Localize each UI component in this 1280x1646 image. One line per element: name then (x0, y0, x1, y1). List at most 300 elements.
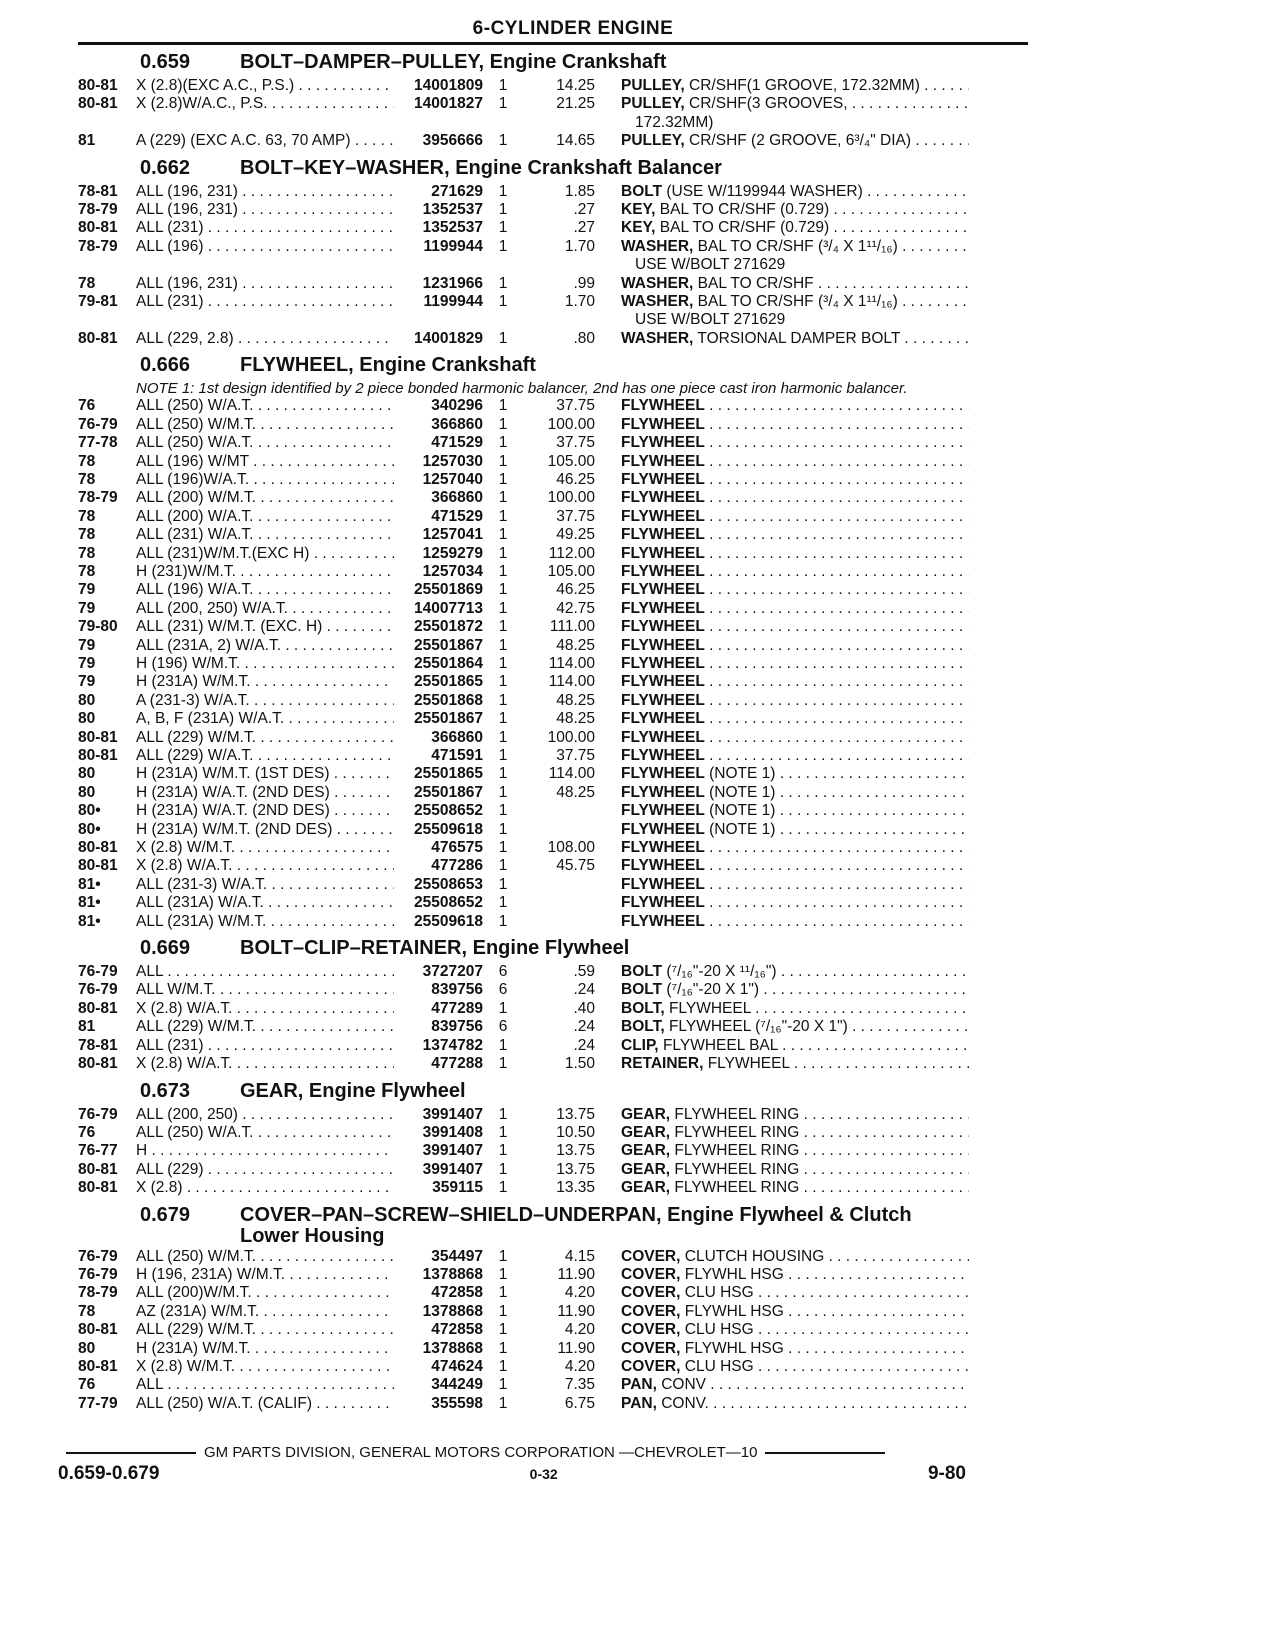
row-quantity: 1 (498, 618, 508, 636)
row-description (621, 1284, 969, 1302)
row-description (621, 747, 969, 765)
row-description-detail: CR/SHF(3 GROOVES, (689, 95, 848, 113)
row-year: 80-81 (78, 1321, 118, 1339)
part-row (78, 839, 1028, 857)
part-row (78, 1018, 1028, 1036)
part-row (78, 894, 1028, 912)
section-title: BOLT–CLIP–RETAINER, Engine Flywheel (240, 937, 630, 960)
row-application: ALL (250) W/A.T. . . . (136, 397, 394, 415)
row-price: 10.50 (556, 1123, 595, 1141)
row-quantity: 1 (498, 470, 508, 488)
row-year: 80-81 (78, 747, 118, 764)
row-description (621, 765, 969, 783)
row-description-noun: CLIP, (621, 1036, 659, 1054)
row-year: 79-80 (78, 618, 118, 636)
row-description-noun: FLYWHEEL (621, 691, 705, 709)
row-part-number: 1352537 (394, 219, 483, 237)
row-application: ALL (229) W/A.T. . . . (136, 747, 394, 765)
row-year: 78-79 (78, 489, 118, 507)
row-quantity: 1 (498, 1339, 508, 1357)
row-quantity: 1 (498, 1376, 508, 1394)
row-application: H (231A) W/M.T. . . . (136, 1340, 394, 1358)
row-description-noun: BOLT (621, 963, 663, 981)
row-description-detail: CONV. (661, 1394, 709, 1412)
row-application: ALL W/M.T. . . . (136, 981, 394, 999)
section-header (78, 51, 1028, 74)
row-quantity: 1 (498, 1142, 508, 1160)
section-header (78, 1204, 1028, 1227)
row-description (621, 1321, 969, 1339)
header-rule (78, 42, 1028, 45)
row-description-detail: FLYWHEEL RING (674, 1179, 800, 1197)
row-description-noun: FLYWHEEL (621, 507, 705, 525)
row-quantity: 1 (498, 182, 508, 200)
row-price: 4.20 (564, 1284, 595, 1302)
row-part-number: 25501865 (394, 765, 483, 783)
row-year: 76-79 (78, 1265, 118, 1283)
row-application: ALL (200, 250) W/A.T. . . . (136, 600, 394, 618)
part-row (78, 183, 1028, 201)
row-description (621, 894, 969, 912)
row-quantity: 1 (498, 95, 508, 113)
row-description (621, 471, 969, 489)
row-year: 79 (78, 654, 96, 672)
row-application: ALL (231) W/M.T. (EXC. H) . . . (136, 618, 394, 636)
row-description-detail: FLYWHEEL RING (674, 1105, 800, 1123)
row-description-detail: FLYWHEEL RING (674, 1123, 800, 1141)
row-application: ALL (231)W/M.T.(EXC H) . . . (136, 545, 394, 563)
catalog-page (78, 18, 1028, 1413)
row-year: 78-79 (78, 201, 118, 219)
part-row (78, 1055, 1028, 1073)
row-year: 79 (78, 599, 96, 617)
row-application: ALL (229) W/M.T. . . . (136, 729, 394, 747)
row-part-number: 25501865 (394, 673, 483, 691)
row-description-noun: FLYWHEEL (621, 839, 705, 857)
row-year: 78 (78, 507, 96, 525)
footer-bottom (58, 1463, 978, 1485)
row-description-noun: WASHER, (621, 329, 694, 347)
row-part-number: 3991408 (394, 1124, 483, 1142)
row-year: 78-81 (78, 1036, 118, 1054)
row-price: 108.00 (547, 839, 595, 857)
section-number: 0.666 (140, 354, 191, 377)
part-row (78, 1000, 1028, 1018)
row-quantity: 1 (498, 1036, 508, 1054)
row-description-detail: TORSIONAL DAMPER BOLT (697, 329, 901, 347)
row-description (621, 508, 969, 526)
row-part-number: 25501864 (394, 655, 483, 673)
row-description-detail: CONV (661, 1376, 706, 1394)
part-row (78, 963, 1028, 981)
part-row (78, 765, 1028, 783)
row-application: ALL (231-3) W/A.T. . . . (136, 876, 394, 894)
row-part-number: 3991407 (394, 1142, 483, 1160)
row-part-number: 471591 (394, 747, 483, 765)
row-description (621, 963, 969, 981)
row-description-noun: FLYWHEEL (621, 581, 705, 599)
row-description (621, 256, 983, 274)
row-description-noun: FLYWHEEL (621, 802, 705, 820)
row-description-noun: FLYWHEEL (621, 397, 705, 415)
row-description (621, 673, 969, 691)
row-part-number: 477288 (394, 1055, 483, 1073)
row-description-noun: FLYWHEEL (621, 636, 705, 654)
row-description (621, 857, 969, 875)
row-part-number: 25501867 (394, 637, 483, 655)
row-quantity: 1 (498, 1123, 508, 1141)
row-application: A (229) (EXC A.C. 63, 70 AMP) . . . (136, 132, 394, 150)
row-description-detail: CLU HSG (684, 1357, 754, 1375)
part-row (78, 600, 1028, 618)
row-quantity: 1 (498, 1321, 508, 1339)
row-description-noun: KEY, (621, 201, 656, 219)
row-price: 13.75 (556, 1160, 595, 1178)
row-application: X (2.8) W/M.T. . . . (136, 1358, 394, 1376)
part-row (78, 1284, 1028, 1302)
row-description (621, 981, 969, 999)
row-description-noun: FLYWHEEL (621, 894, 705, 912)
row-description-noun: FLYWHEEL (621, 673, 705, 691)
row-description-noun: GEAR, (621, 1105, 671, 1123)
row-application: ALL (231A, 2) W/A.T. . . . (136, 637, 394, 655)
row-application: A (231-3) W/A.T. . . . (136, 692, 394, 710)
part-row (78, 981, 1028, 999)
row-description-detail: BAL TO CR/SHF (0.729) (659, 201, 830, 219)
row-price: .27 (573, 219, 595, 237)
row-part-number: 3727207 (394, 963, 483, 981)
row-description-noun: GEAR, (621, 1123, 671, 1141)
part-row (78, 581, 1028, 599)
row-application: X (2.8) W/A.T. . . . (136, 857, 394, 875)
row-description-detail: (USE W/1199944 WASHER) (666, 182, 863, 200)
row-price: 114.00 (548, 765, 595, 783)
row-description-noun: GEAR, (621, 1142, 671, 1160)
row-part-number: 471529 (394, 434, 483, 452)
row-description (621, 201, 969, 219)
part-row (78, 1358, 1028, 1376)
row-year: 80-81 (78, 728, 118, 746)
row-part-number: 25501868 (394, 692, 483, 710)
row-description (621, 581, 969, 599)
section-number: 0.659 (140, 51, 191, 73)
row-quantity: 1 (498, 489, 508, 507)
part-row (78, 1266, 1028, 1284)
row-application: ALL . . . (136, 1376, 394, 1394)
part-row (78, 330, 1028, 348)
row-quantity: 1 (498, 728, 508, 746)
part-row (78, 114, 1028, 132)
row-description-detail: CR/SHF(1 GROOVE, 172.32MM) (689, 77, 920, 94)
row-price: 11.90 (557, 1302, 595, 1320)
row-part-number: 839756 (394, 981, 483, 999)
row-application: ALL (229) . . . (136, 1161, 394, 1179)
part-row (78, 471, 1028, 489)
row-quantity: 1 (498, 636, 508, 654)
row-description-noun: PAN, (621, 1376, 657, 1394)
row-description (621, 1037, 969, 1055)
row-price: .24 (573, 981, 595, 999)
row-quantity: 1 (498, 1179, 508, 1197)
row-description-noun: BOLT, (621, 999, 665, 1017)
row-part-number: 25501869 (394, 581, 483, 599)
row-part-number: 1374782 (394, 1037, 483, 1055)
row-description (621, 545, 969, 563)
row-description (621, 1018, 969, 1036)
part-row (78, 1303, 1028, 1321)
row-description (621, 238, 969, 256)
row-year: 76 (78, 397, 96, 415)
row-description-noun: FLYWHEEL (621, 562, 705, 580)
row-application: ALL (196) W/A.T. . . . (136, 581, 394, 599)
footer-line (58, 1444, 978, 1461)
row-application: H (196) W/M.T. . . . (136, 655, 394, 673)
section-title: COVER–PAN–SCREW–SHIELD–UNDERPAN, Engine Flywheel & Clutch (240, 1203, 912, 1226)
row-description-detail: CR/SHF (2 GROOVE, 6³/₄" DIA) (689, 132, 912, 150)
row-part-number: 1378868 (394, 1303, 483, 1321)
row-application: X (2.8) W/A.T. . . . (136, 1055, 394, 1073)
row-quantity: 1 (498, 507, 508, 525)
row-description (621, 821, 969, 839)
section-title: BOLT–KEY–WASHER, Engine Crankshaft Balancer (240, 156, 722, 179)
row-part-number: 25501867 (394, 784, 483, 802)
row-part-number: 355598 (394, 1395, 483, 1413)
row-application: ALL (196)W/A.T. . . . (136, 471, 394, 489)
row-price: .99 (573, 274, 595, 292)
row-description-noun: FLYWHEEL (621, 710, 705, 728)
row-description (621, 95, 969, 113)
row-quantity: 1 (498, 293, 508, 311)
row-description (621, 563, 969, 581)
part-row (78, 201, 1028, 219)
row-description-noun: COVER, (621, 1357, 681, 1375)
row-year: 78 (78, 274, 96, 292)
row-application: X (2.8) . . . (136, 1179, 394, 1197)
section-number: 0.662 (140, 156, 191, 179)
row-application: X (2.8) W/M.T. . . . (136, 839, 394, 857)
row-quantity: 1 (498, 820, 508, 838)
row-description (621, 1179, 969, 1197)
row-price: 45.75 (556, 857, 595, 875)
row-year: 80-81 (78, 1160, 118, 1178)
row-description-noun: FLYWHEEL (621, 618, 705, 636)
part-row (78, 256, 1028, 274)
row-part-number: 1259279 (394, 545, 483, 563)
row-quantity: 1 (498, 219, 508, 237)
row-part-number: 340296 (394, 397, 483, 415)
row-year: 81• (78, 894, 101, 912)
row-part-number: 366860 (394, 416, 483, 434)
row-description (621, 1395, 969, 1413)
part-row (78, 489, 1028, 507)
part-row (78, 434, 1028, 452)
row-application: ALL (231) . . . (136, 1037, 394, 1055)
row-description-noun: FLYWHEEL (621, 783, 705, 801)
row-application: ALL (200) W/M.T. . . . (136, 489, 394, 507)
row-year: 80-81 (78, 329, 118, 347)
row-description-noun: WASHER, (621, 274, 694, 292)
row-description (621, 453, 969, 471)
row-description-noun: WASHER, (621, 293, 694, 311)
row-price: 4.20 (564, 1321, 595, 1339)
row-part-number: 3991407 (394, 1106, 483, 1124)
row-year: 80-81 (78, 95, 118, 113)
row-year: 80 (78, 691, 96, 709)
part-row (78, 857, 1028, 875)
row-description-noun: FLYWHEEL (621, 875, 705, 893)
section-header (78, 354, 1028, 377)
row-year: 76-79 (78, 415, 118, 433)
row-quantity: 1 (498, 1394, 508, 1412)
part-row (78, 1340, 1028, 1358)
row-quantity: 1 (498, 526, 508, 544)
row-part-number: 25508652 (394, 802, 483, 820)
part-row (78, 637, 1028, 655)
row-description-noun: FLYWHEEL (621, 452, 705, 470)
row-application: ALL (196, 231) . . . (136, 201, 394, 219)
row-quantity: 1 (498, 783, 508, 801)
row-price: 11.90 (557, 1265, 595, 1283)
row-price: 1.50 (564, 1055, 595, 1073)
section-title-line2: Lower Housing (240, 1224, 385, 1247)
row-quantity: 1 (498, 839, 508, 857)
row-quantity: 1 (498, 1284, 508, 1302)
row-description-noun: FLYWHEEL (621, 912, 705, 930)
row-part-number: 25509618 (394, 821, 483, 839)
row-description-noun: PULLEY, (621, 132, 685, 150)
row-price: 111.00 (549, 618, 595, 636)
row-description-noun: FLYWHEEL (621, 820, 705, 838)
row-part-number: 839756 (394, 1018, 483, 1036)
row-price: 13.35 (556, 1179, 595, 1197)
row-price: 4.20 (564, 1357, 595, 1375)
part-row (78, 802, 1028, 820)
row-description-detail: FLYWHEEL RING (674, 1142, 800, 1160)
row-price: 46.25 (556, 470, 595, 488)
row-year: 79 (78, 673, 96, 691)
row-price: 14.65 (556, 132, 595, 150)
row-year: 76-79 (78, 981, 118, 999)
row-year: 79 (78, 581, 96, 599)
row-price: .24 (573, 1018, 595, 1036)
row-price: 114.00 (548, 654, 595, 672)
row-price: 48.25 (556, 710, 595, 728)
row-description (621, 526, 969, 544)
row-price: 11.90 (557, 1339, 595, 1357)
row-part-number: 471529 (394, 508, 483, 526)
row-year: 80-81 (78, 77, 118, 94)
row-application: A, B, F (231A) W/A.T. . . . (136, 710, 394, 728)
sections-container (78, 51, 1028, 1413)
part-row (78, 729, 1028, 747)
row-year: 78-79 (78, 1284, 118, 1302)
row-description-detail: CLU HSG (684, 1284, 754, 1302)
row-description-detail: USE W/BOLT 271629 (635, 311, 786, 329)
part-row (78, 453, 1028, 471)
part-row (78, 747, 1028, 765)
row-description-detail: BAL TO CR/SHF (697, 274, 814, 292)
row-year: 80-81 (78, 857, 118, 875)
row-price: 48.25 (556, 783, 595, 801)
row-year: 79 (78, 636, 96, 654)
part-row (78, 563, 1028, 581)
row-part-number: 1257041 (394, 526, 483, 544)
row-description (621, 219, 969, 237)
row-application: AZ (231A) W/M.T. . . . (136, 1303, 394, 1321)
row-price: 48.25 (556, 636, 595, 654)
row-part-number: 25501867 (394, 710, 483, 728)
row-description-detail: CLUTCH HOUSING (684, 1247, 825, 1265)
row-quantity: 6 (498, 1018, 508, 1036)
row-price: 7.35 (564, 1376, 595, 1394)
row-application: ALL (250) W/M.T. . . . (136, 1248, 394, 1266)
row-description (621, 1340, 969, 1358)
row-quantity: 1 (498, 710, 508, 728)
row-application: H (231A) W/A.T. (2ND DES) . . . (136, 802, 394, 820)
part-row (78, 673, 1028, 691)
row-price: 6.75 (564, 1394, 595, 1412)
row-description-noun: RETAINER, (621, 1055, 704, 1073)
row-description-detail: CLU HSG (684, 1321, 754, 1339)
row-description (621, 1142, 969, 1160)
part-row (78, 1124, 1028, 1142)
row-part-number: 472858 (394, 1284, 483, 1302)
part-row (78, 311, 1028, 329)
row-year: 78 (78, 470, 96, 488)
part-row (78, 1179, 1028, 1197)
row-year: 78-79 (78, 237, 118, 255)
row-year: 80• (78, 820, 101, 838)
row-description-detail: BAL TO CR/SHF (0.729) (659, 219, 830, 237)
part-row (78, 526, 1028, 544)
part-row (78, 784, 1028, 802)
row-quantity: 6 (498, 963, 508, 981)
part-row (78, 95, 1028, 113)
footer-publisher: GM PARTS DIVISION, GENERAL MOTORS CORPORATION —CHEVROLET—10 (204, 1444, 758, 1461)
row-year: 76-79 (78, 963, 118, 981)
row-quantity: 1 (498, 1302, 508, 1320)
row-description (621, 397, 969, 415)
row-price: 1.70 (564, 293, 595, 311)
row-part-number: 477286 (394, 857, 483, 875)
row-application: ALL (229) W/M.T. . . . (136, 1321, 394, 1339)
row-description-noun: FLYWHEEL (621, 747, 705, 764)
row-part-number: 1352537 (394, 201, 483, 219)
row-part-number: 366860 (394, 489, 483, 507)
row-quantity: 1 (498, 765, 508, 783)
row-year: 81 (78, 132, 96, 150)
section-header (78, 157, 1028, 180)
row-year: 80 (78, 710, 96, 728)
row-application: X (2.8)W/A.C., P.S. . . . (136, 95, 394, 113)
row-description-noun: FLYWHEEL (621, 544, 705, 562)
row-description (621, 913, 969, 931)
row-application: ALL (231) W/A.T. . . . (136, 526, 394, 544)
row-quantity: 1 (498, 1357, 508, 1375)
row-description-noun: FLYWHEEL (621, 434, 705, 452)
row-description-detail: 172.32MM) (635, 113, 714, 131)
row-description (621, 839, 969, 857)
row-description (621, 618, 969, 636)
row-description (621, 434, 969, 452)
row-price: 37.75 (556, 507, 595, 525)
row-part-number: 477289 (394, 1000, 483, 1018)
row-application: ALL (200, 250) . . . (136, 1106, 394, 1124)
row-description-detail: (NOTE 1) (709, 820, 776, 838)
row-price: .27 (573, 201, 595, 219)
row-application: ALL (196) W/MT . . . (136, 453, 394, 471)
row-description (621, 1055, 969, 1073)
